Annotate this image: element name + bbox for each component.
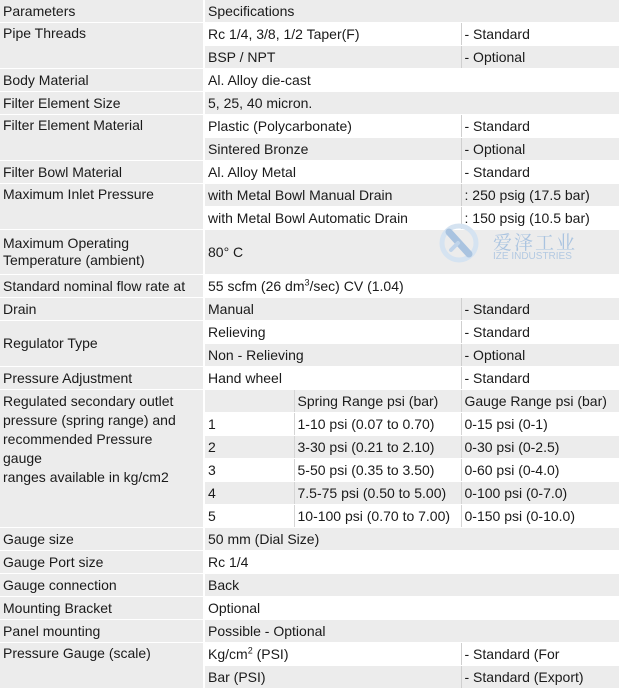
regulated-spring: 10-100 psi (0.70 to 7.00) [294, 505, 461, 528]
regulated-gauge: 0-60 psi (0-4.0) [461, 459, 619, 482]
regulated-no-header [204, 390, 294, 413]
table-row [0, 184, 619, 207]
filter-material-note-2: - Optional [461, 138, 619, 161]
table-row [0, 597, 619, 620]
regulated-label-line: gauge [3, 450, 42, 466]
max-operating-label [0, 230, 204, 275]
pressure-gauge-pre: Kg/cm [208, 645, 248, 662]
header-spec: Specifications [204, 0, 619, 23]
pressure-gauge-label: Pressure Gauge (scale) [0, 643, 204, 689]
flow-rate-label: Standard nominal flow rate at [0, 275, 204, 298]
flow-rate-value [204, 275, 619, 298]
table-row [0, 643, 619, 666]
gauge-size-value: 50 mm (Dial Size) [204, 528, 619, 551]
regulated-no: 4 [204, 482, 294, 505]
pressure-gauge-note: - Standard (For [461, 643, 619, 666]
drain-label: Drain [0, 298, 204, 321]
flow-rate-sup: 3 [304, 276, 310, 287]
filter-material-label: Filter Element Material [0, 115, 204, 161]
table-row [0, 367, 619, 390]
mounting-bracket-label: Mounting Bracket [0, 597, 204, 620]
flow-rate-post: /sec) CV (1.04) [309, 277, 404, 294]
filter-material-note: - Standard [461, 115, 619, 138]
pressure-gauge-value-2: Bar (PSI) [204, 666, 461, 689]
filter-material-value: Plastic (Polycarbonate) [204, 115, 461, 138]
table-row [0, 23, 619, 46]
pressure-gauge-post: (PSI) [252, 645, 289, 662]
panel-mounting-label: Panel mounting [0, 620, 204, 643]
regulated-label-line: Regulated secondary outlet [3, 393, 174, 409]
gauge-port-value: Rc 1/4 [204, 551, 619, 574]
regulator-type-note-2: - Optional [461, 344, 619, 367]
table-row [0, 298, 619, 321]
watermark-cn-text: 爱泽工业 [493, 232, 578, 254]
max-operating-label-line2: Temperature (ambient) [3, 252, 145, 268]
gauge-connection-label: Gauge connection [0, 574, 204, 597]
pressure-gauge-note-2: - Standard (Export) [461, 666, 619, 689]
pressure-gauge-sup: 2 [247, 644, 253, 655]
regulator-type-label: Regulator Type [0, 321, 204, 367]
regulated-spring: 3-30 psi (0.21 to 2.10) [294, 436, 461, 459]
body-material-value: Al. Alloy die-cast [204, 69, 619, 92]
regulated-label [0, 390, 204, 528]
regulator-type-note: - Standard [461, 321, 619, 344]
gauge-port-label: Gauge Port size [0, 551, 204, 574]
regulated-gauge: 0-150 psi (0-10.0) [461, 505, 619, 528]
table-row [0, 275, 619, 298]
table-row [0, 574, 619, 597]
filter-size-label: Filter Element Size [0, 92, 204, 115]
regulator-type-value: Relieving [204, 321, 461, 344]
pressure-adjustment-value: Hand wheel [204, 367, 461, 390]
gauge-size-label: Gauge size [0, 528, 204, 551]
table-row [0, 528, 619, 551]
panel-mounting-value: Possible - Optional [204, 620, 619, 643]
header-param: Parameters [0, 0, 204, 23]
max-inlet-note: : 250 psig (17.5 bar) [461, 184, 619, 207]
table-row [0, 390, 619, 413]
max-operating-label-line1: Maximum Operating [3, 235, 130, 251]
table-row [0, 161, 619, 184]
pipe-threads-note: - Standard [461, 23, 619, 46]
pipe-threads-note-2: - Optional [461, 46, 619, 69]
pipe-threads-label: Pipe Threads [0, 23, 204, 69]
table-row [0, 69, 619, 92]
table-row [0, 551, 619, 574]
regulated-no: 3 [204, 459, 294, 482]
flow-rate-pre: 55 scfm (26 dm [208, 277, 305, 294]
regulated-label-line: ranges available in kg/cm2 [3, 469, 169, 485]
max-inlet-label: Maximum Inlet Pressure [0, 184, 204, 230]
regulated-gauge-header: Gauge Range psi (bar) [461, 390, 619, 413]
regulated-label-line: pressure (spring range) and [3, 412, 176, 428]
regulator-type-value-2: Non - Relieving [204, 344, 461, 367]
drain-note: - Standard [461, 298, 619, 321]
pipe-threads-value-2: BSP / NPT [204, 46, 461, 69]
drain-value: Manual [204, 298, 461, 321]
regulated-spring: 7.5-75 psi (0.50 to 5.00) [294, 482, 461, 505]
table-row [0, 321, 619, 344]
regulated-no: 5 [204, 505, 294, 528]
regulated-no: 1 [204, 413, 294, 436]
filter-material-value-2: Sintered Bronze [204, 138, 461, 161]
bowl-material-value: Al. Alloy Metal [204, 161, 461, 184]
max-inlet-value: with Metal Bowl Manual Drain [204, 184, 461, 207]
regulated-gauge: 0-15 psi (0-1) [461, 413, 619, 436]
max-operating-value: 80° C [204, 230, 619, 275]
max-inlet-note-2: : 150 psig (10.5 bar) [461, 207, 619, 230]
watermark-en-text: IZE INDUSTRIES [493, 251, 572, 262]
table-row [0, 115, 619, 138]
body-material-label: Body Material [0, 69, 204, 92]
regulated-spring: 1-10 psi (0.07 to 0.70) [294, 413, 461, 436]
regulated-gauge: 0-30 psi (0-2.5) [461, 436, 619, 459]
filter-size-value: 5, 25, 40 micron. [204, 92, 619, 115]
table-row [0, 620, 619, 643]
regulated-no: 2 [204, 436, 294, 459]
table-row [0, 92, 619, 115]
bowl-material-label: Filter Bowl Material [0, 161, 204, 184]
gauge-connection-value: Back [204, 574, 619, 597]
regulated-spring: 5-50 psi (0.35 to 3.50) [294, 459, 461, 482]
pipe-threads-value: Rc 1/4, 3/8, 1/2 Taper(F) [204, 23, 461, 46]
max-inlet-value-2: with Metal Bowl Automatic Drain [204, 207, 461, 230]
bowl-material-note: - Standard [461, 161, 619, 184]
pressure-gauge-value [204, 643, 461, 666]
regulated-spring-header: Spring Range psi (bar) [294, 390, 461, 413]
mounting-bracket-value: Optional [204, 597, 619, 620]
table-row [0, 0, 619, 23]
regulated-gauge: 0-100 psi (0-7.0) [461, 482, 619, 505]
regulated-label-line: recommended Pressure [3, 431, 153, 447]
pressure-adjustment-note: - Standard [461, 367, 619, 390]
table-row [0, 230, 619, 275]
pressure-adjustment-label: Pressure Adjustment [0, 367, 204, 390]
